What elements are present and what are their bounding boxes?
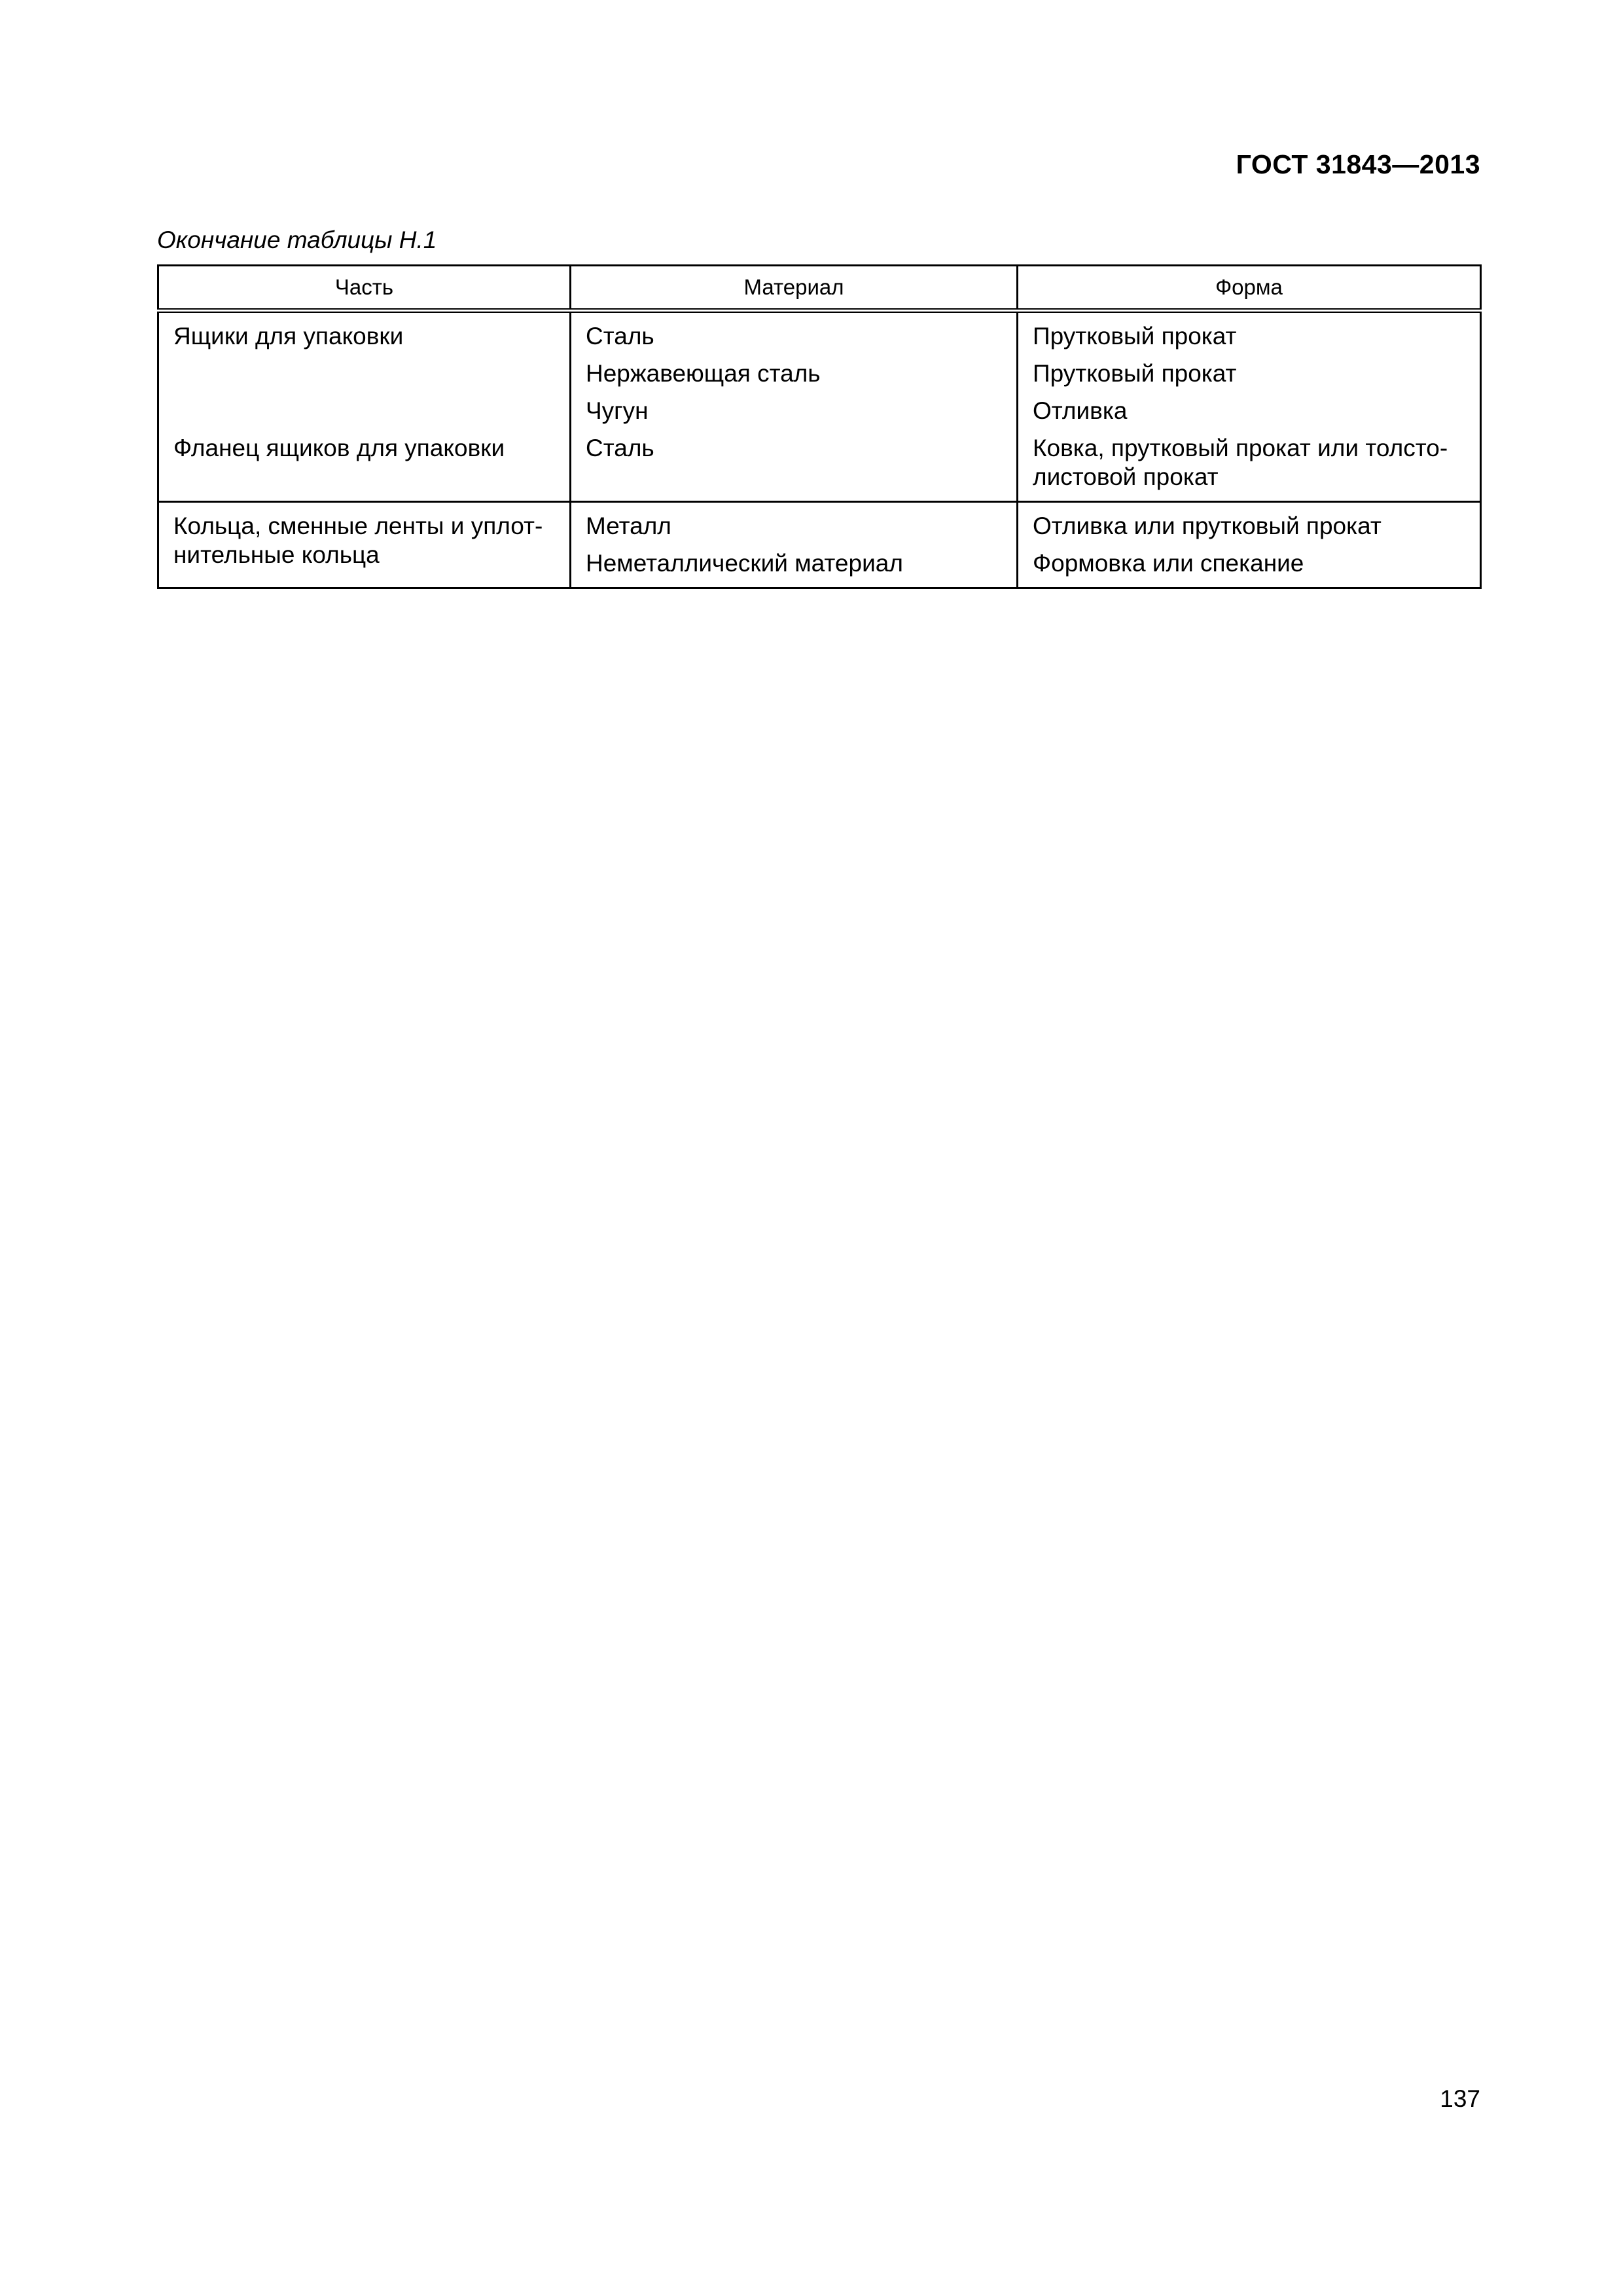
cell-form bbox=[1018, 311, 1481, 502]
cell-part bbox=[158, 311, 571, 502]
cell-line bbox=[173, 397, 555, 425]
page-number: 137 bbox=[1440, 2085, 1480, 2112]
cell-line: Кольца, сменные ленты и уплот- bbox=[173, 512, 543, 539]
table-row bbox=[158, 502, 1481, 588]
cell-line: нительные кольца bbox=[173, 541, 380, 568]
cell-line: Ковка, прутковый прокат или толсто- bbox=[1033, 435, 1448, 461]
cell-line: Неметаллический материал bbox=[586, 550, 903, 577]
cell-material bbox=[571, 502, 1018, 588]
cell-material bbox=[571, 311, 1018, 502]
cell-line: Нержавеющая сталь bbox=[586, 360, 821, 387]
column-header-material: Материал bbox=[571, 266, 1018, 311]
table-caption: Окончание таблицы Н.1 bbox=[157, 226, 437, 253]
cell-line bbox=[173, 359, 555, 388]
cell-line: Чугун bbox=[586, 397, 649, 424]
column-header-form: Форма bbox=[1018, 266, 1481, 311]
column-header-part: Часть bbox=[158, 266, 571, 311]
cell-form bbox=[1018, 502, 1481, 588]
cell-line: листовой прокат bbox=[1033, 463, 1219, 490]
document-standard-number: ГОСТ 31843—2013 bbox=[1236, 149, 1480, 179]
cell-line: Прутковый прокат bbox=[1033, 360, 1237, 387]
table-row bbox=[158, 311, 1481, 502]
cell-line: Сталь bbox=[586, 435, 654, 461]
materials-table bbox=[157, 264, 1482, 589]
cell-line: Отливка или прутковый прокат bbox=[1033, 512, 1382, 539]
cell-line: Ящики для упаковки bbox=[173, 323, 404, 350]
table-header-row bbox=[158, 266, 1481, 311]
cell-line: Сталь bbox=[586, 323, 654, 350]
cell-line: Формовка или спекание bbox=[1033, 550, 1304, 577]
cell-line: Прутковый прокат bbox=[1033, 323, 1237, 350]
cell-line: Отливка bbox=[1033, 397, 1128, 424]
cell-line: Фланец ящиков для упаковки bbox=[173, 435, 505, 461]
cell-part bbox=[158, 502, 571, 588]
cell-line: Металл bbox=[586, 512, 671, 539]
